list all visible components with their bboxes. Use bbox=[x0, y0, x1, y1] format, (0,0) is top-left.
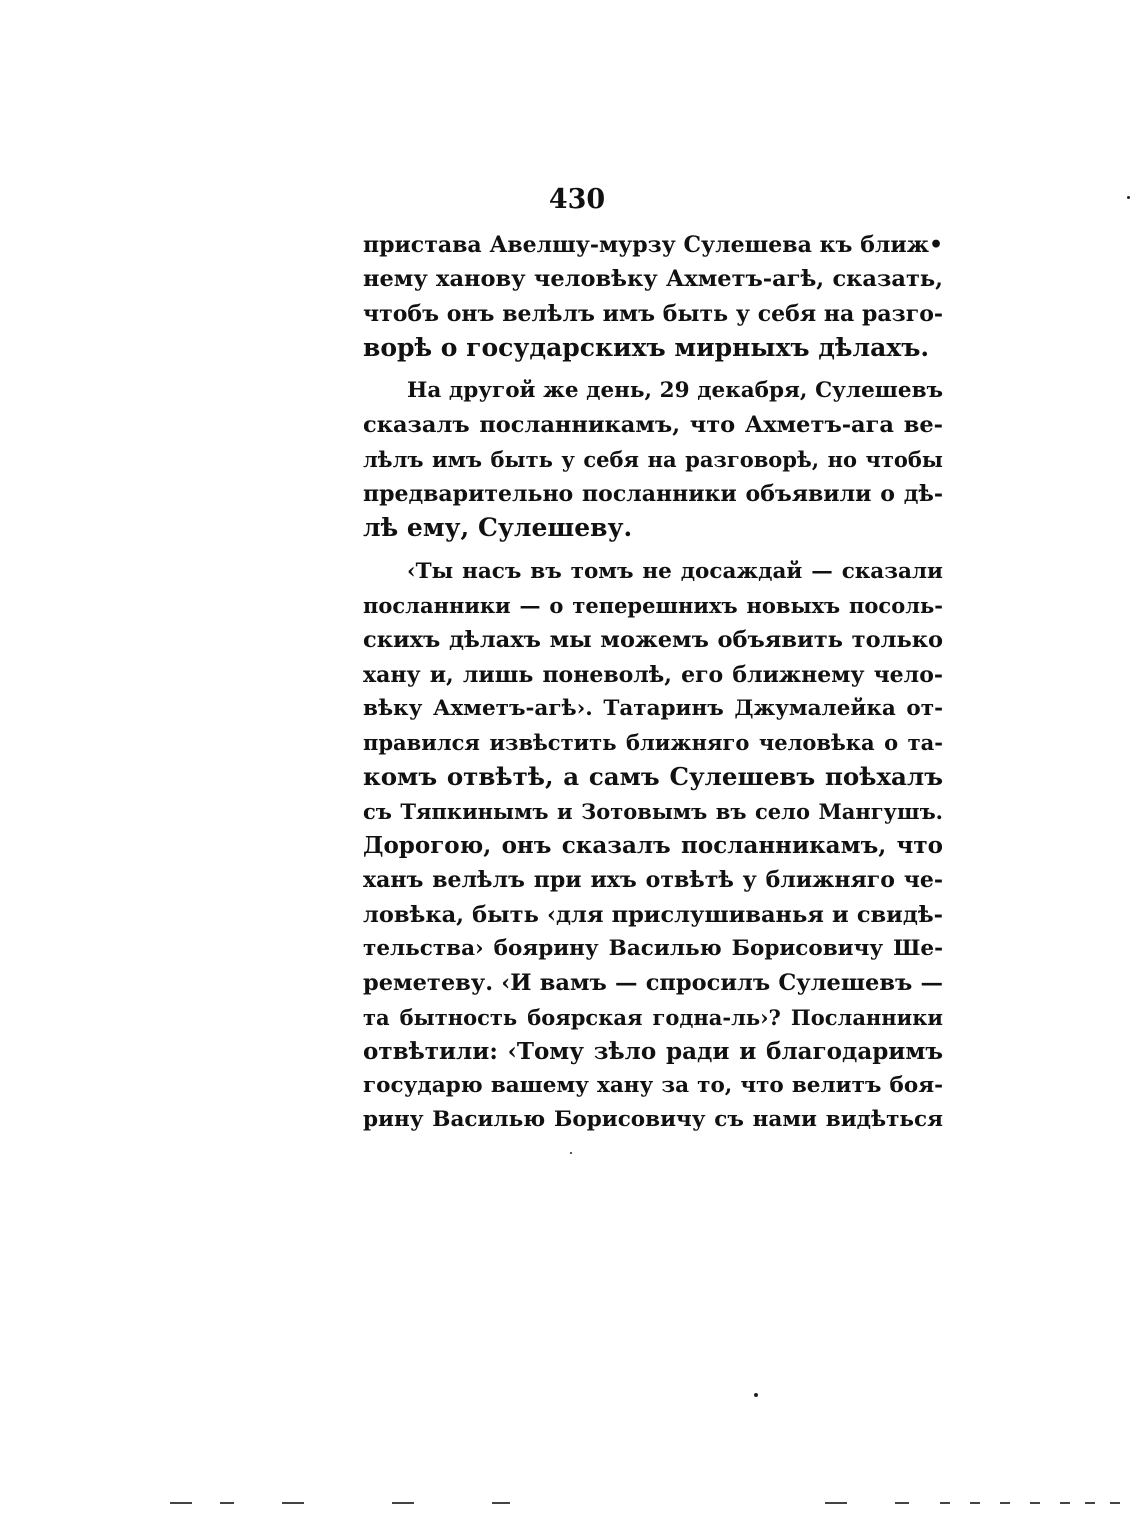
text-line: ворѣ о государскихъ мирныхъ дѣлахъ. bbox=[363, 332, 930, 362]
paragraph-gap bbox=[363, 365, 943, 374]
text-line: На другой же день, 29 декабря, Сулешевъ bbox=[407, 378, 943, 404]
text-line: вѣку Ахметъ-агѣ›. Татаринъ Джумалейка от- bbox=[363, 695, 943, 721]
text-line: рину Василью Борисовичу съ нами видѣться bbox=[363, 1107, 943, 1133]
text-line: ханъ велѣлъ при ихъ отвѣтѣ у ближняго че- bbox=[363, 867, 943, 894]
text-line: хану и, лишь поневолѣ, его ближнему чело- bbox=[363, 661, 943, 688]
text-line: правился извѣстить ближняго человѣка о та- bbox=[363, 730, 943, 756]
scan-speck bbox=[1127, 196, 1130, 199]
text-line: реметеву. ‹И вамъ — спросилъ Сулешевъ — bbox=[363, 970, 943, 997]
text-line: лѣлъ имъ быть у себя на разговорѣ, но чтобы bbox=[363, 446, 943, 472]
text-line: отвѣтили: ‹Тому зѣло ради и благодаримъ bbox=[363, 1037, 943, 1065]
text-line: лѣ ему, Сулешеву. bbox=[363, 513, 633, 543]
text-line: та бытность боярская годна-ль›? Посланники bbox=[363, 1004, 943, 1030]
text-line: тельства› боярину Василью Борисовичу Ше- bbox=[363, 935, 943, 961]
scan-speck bbox=[570, 1152, 572, 1154]
paragraph-gap bbox=[363, 546, 943, 555]
text-line: пристава Авелшу-мурзу Сулешева къ ближ• bbox=[363, 232, 943, 258]
scan-speck bbox=[754, 1393, 758, 1397]
text-line: чтобъ онъ велѣлъ имъ быть у себя на разго- bbox=[363, 300, 943, 327]
page-number: 430 bbox=[548, 184, 606, 215]
text-line: нему ханову человѣку Ахметъ-агѣ, сказать, bbox=[363, 266, 943, 293]
scan-edge-marks bbox=[170, 1500, 1130, 1506]
text-line: Дорогою, онъ сказалъ посланникамъ, что bbox=[363, 832, 943, 860]
body-text bbox=[363, 228, 943, 1138]
text-line: скихъ дѣлахъ мы можемъ объявить только bbox=[363, 627, 943, 654]
text-line: посланники — о теперешнихъ новыхъ посоль- bbox=[363, 592, 943, 618]
text-line: съ Тяпкинымъ и Зотовымъ въ село Мангушъ. bbox=[363, 798, 943, 824]
text-line: ‹Ты насъ въ томъ не досаждай — сказали bbox=[407, 558, 943, 584]
text-line: ловѣка, быть ‹для прислушиванья и свидѣ- bbox=[363, 901, 943, 928]
text-line: предварительно посланники объявили о дѣ- bbox=[363, 481, 943, 508]
text-line: государю вашему хану за то, что велитъ боя- bbox=[363, 1073, 943, 1099]
text-line: сказалъ посланникамъ, что Ахметъ-ага ве- bbox=[363, 412, 943, 439]
text-line: комъ отвѣтѣ, а самъ Сулешевъ поѣхалъ bbox=[363, 762, 943, 792]
